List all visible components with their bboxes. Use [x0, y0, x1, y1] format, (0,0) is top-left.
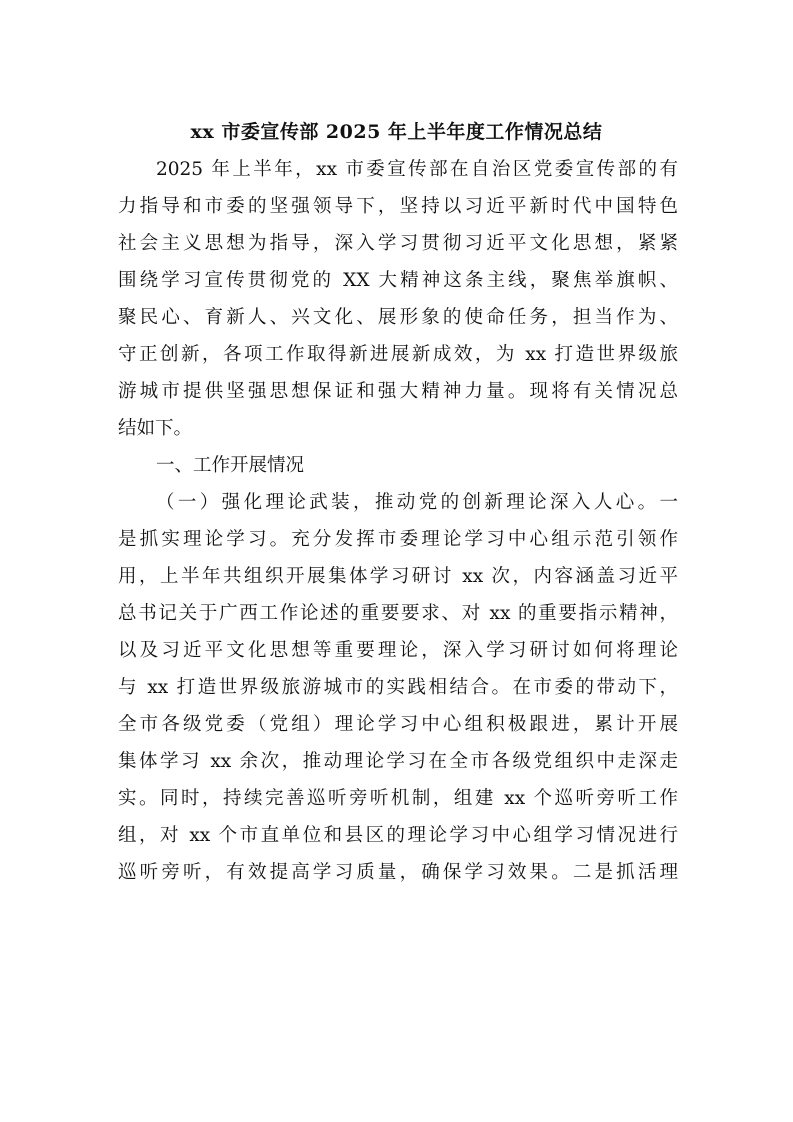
- paragraph-line: 组，对 xx 个市直单位和县区的理论学习中心组学习情况进行: [118, 825, 678, 846]
- paragraph-line: 聚民心、育新人、兴文化、展形象的使命任务，担当作为、: [118, 307, 678, 328]
- paragraph-line: 守正创新，各项工作取得新进展新成效，为 xx 打造世界级旅: [118, 344, 678, 365]
- paragraph-line: 全市各级党委（党组）理论学习中心组积极跟进，累计开展: [118, 714, 678, 735]
- paragraph-line: 用，上半年共组织开展集体学习研讨 xx 次，内容涵盖习近平: [118, 566, 678, 587]
- paragraph-line: 是抓实理论学习。充分发挥市委理论学习中心组示范引领作: [118, 529, 678, 550]
- paragraph-line: 总书记关于广西工作论述的重要要求、对 xx 的重要指示精神，: [118, 603, 678, 624]
- paragraph-line: 力指导和市委的坚强领导下，坚持以习近平新时代中国特色: [118, 196, 678, 217]
- paragraph-line: 巡听旁听，有效提高学习质量，确保学习效果。二是抓活理: [118, 862, 678, 883]
- paragraph-line: 游城市提供坚强思想保证和强大精神力量。现将有关情况总: [118, 381, 678, 402]
- paragraph-line: 与 xx 打造世界级旅游城市的实践相结合。在市委的带动下，: [118, 677, 678, 698]
- paragraph-line: 实。同时，持续完善巡听旁听机制，组建 xx 个巡听旁听工作: [118, 788, 678, 809]
- paragraph-line: 社会主义思想为指导，深入学习贯彻习近平文化思想，紧紧: [118, 233, 678, 254]
- document-title: xx 市委宣传部 2025 年上半年度工作情况总结: [190, 121, 603, 143]
- section-heading: 一、工作开展情况: [156, 455, 305, 476]
- paragraph-line: 结如下。: [118, 418, 193, 439]
- document-body: [118, 151, 678, 891]
- paragraph-line: 以及习近平文化思想等重要理论，深入学习研讨如何将理论: [118, 640, 678, 661]
- paragraph-line: 2025 年上半年，xx 市委宣传部在自治区党委宣传部的有: [156, 159, 678, 180]
- paragraph-line: 集体学习 xx 余次，推动理论学习在全市各级党组织中走深走: [118, 751, 678, 772]
- paragraph-line: （一）强化理论武装，推动党的创新理论深入人心。一: [156, 492, 678, 513]
- paragraph-line: 围绕学习宣传贯彻党的 XX 大精神这条主线，聚焦举旗帜、: [118, 270, 678, 291]
